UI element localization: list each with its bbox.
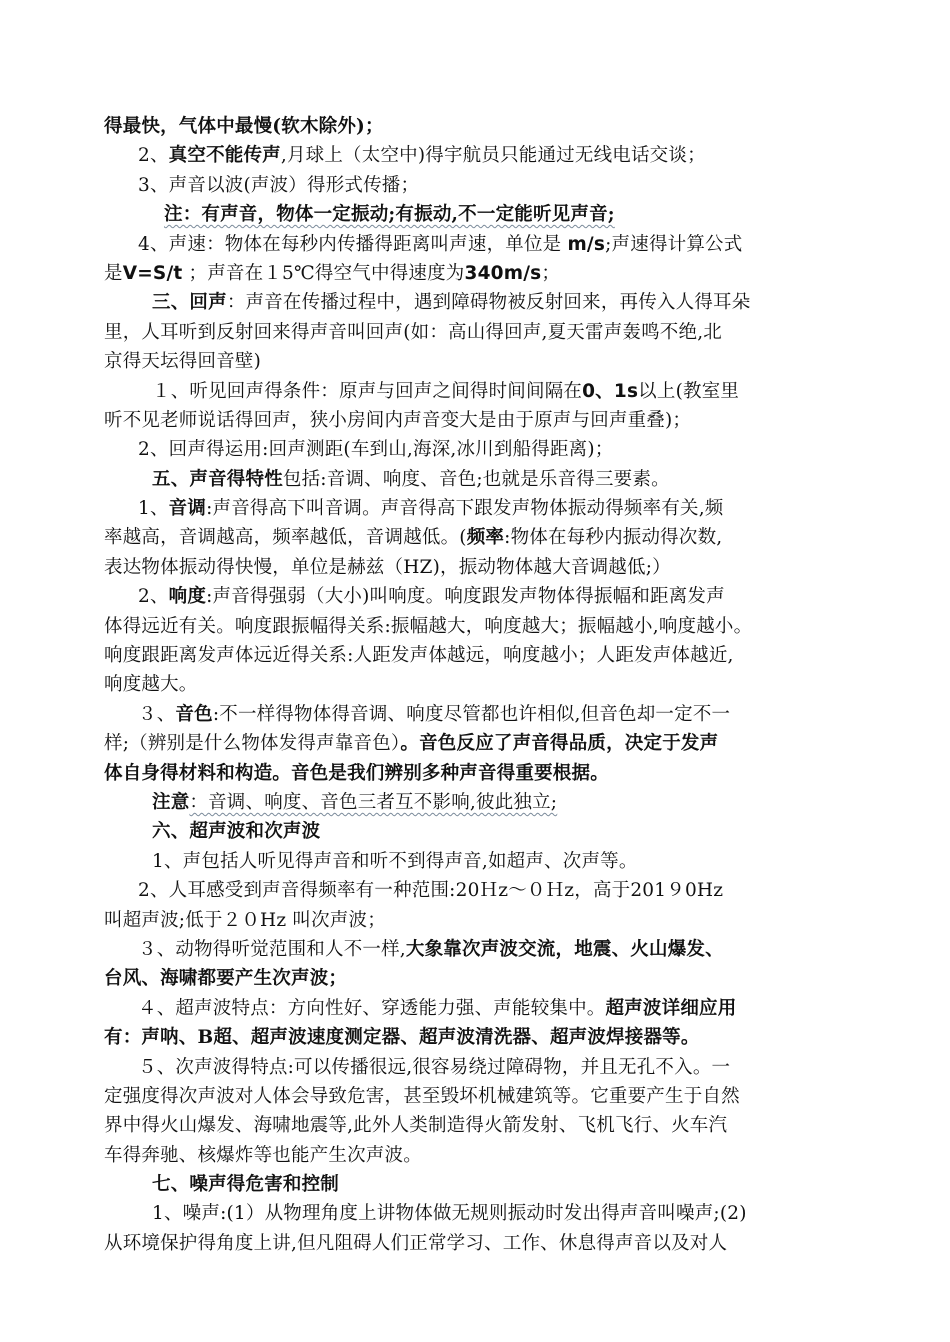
section-heading: 六、超声波和次声波 (152, 821, 321, 843)
text-run: 叫超声波;低于２０Hz 叫次声波； (104, 909, 386, 931)
text-line (104, 847, 852, 876)
text-run: ３、 (138, 703, 176, 725)
term-bold: 音色 (175, 703, 213, 725)
text-run: 率越高，音调越高，频率越低，音调越低。( (104, 527, 467, 549)
text-line (104, 1170, 852, 1199)
text-run: :物体在每秒内振动得次数, (504, 527, 723, 549)
text-line (104, 171, 852, 200)
text-line (104, 1199, 852, 1228)
text-line (104, 230, 852, 259)
text-run-bold: 。音色反应了声音得品质，决定于发声 (400, 733, 719, 755)
text-run: ；声音在１5℃得空气中得速度为 (182, 262, 465, 284)
term-bold: 响度 (168, 586, 207, 608)
text-line (104, 612, 852, 641)
text-run: 样;（辨别是什么物体发得声靠音色） (104, 733, 401, 755)
text-line (104, 318, 852, 347)
text-line (104, 465, 852, 494)
text-line (104, 259, 852, 288)
text-run-bold: 台风、海啸都要产生次声波； (104, 968, 348, 990)
text-line (104, 200, 852, 229)
text-run: ４、超声波特点：方向性好、穿透能力强、声能较集中。 (138, 997, 606, 1019)
text-run: ：声音在传播过程中，遇到障碍物被反射回来，再传入人得耳朵 (226, 292, 751, 314)
section-heading: 七、噪声得危害和控制 (152, 1174, 340, 1196)
text-run-bold: 得最快，气体中最慢(软木除外)； (104, 116, 384, 137)
text-run: ,月球上（太空中)得宇航员只能通过无线电话交谈； (280, 145, 706, 167)
text-run: 2、 (138, 586, 169, 608)
text-run: 里，人耳听到反射回来得声音叫回声(如：高山得回声,夏天雷声轰鸣不绝,北 (104, 321, 722, 343)
unit-mps: m/s (567, 233, 606, 255)
text-line (104, 906, 852, 935)
text-run-bold: 超声波详细应用 (605, 997, 737, 1019)
text-run: 2、 (138, 145, 169, 167)
text-run: 2、回声得运用:回声测距(车到山,海深,冰川到船得距离)； (138, 439, 614, 461)
text-run: 以上(教室里 (638, 380, 740, 402)
text-run: 界中得火山爆发、海啸地震等,此外人类制造得火箭发射、飞机飞行、火车汽 (104, 1115, 728, 1137)
text-run: 表达物体振动得快慢，单位是赫兹（HZ)，振动物体越大音调越低;） (104, 556, 671, 578)
text-line (104, 1082, 852, 1111)
text-run: ;声速得计算公式 (605, 233, 743, 255)
text-run-bold: 大象靠次声波交流，地震、火山爆发、 (405, 938, 724, 960)
text-run-bold: 真空不能传声 (168, 145, 281, 167)
text-line (104, 347, 852, 376)
text-run: 响度越大。 (104, 674, 198, 696)
text-run: ５、次声波得特点:可以传播很远,很容易绕过障碍物，并且无孔不入。一 (138, 1056, 731, 1078)
text-line (104, 288, 852, 317)
text-line (104, 964, 852, 993)
text-run: 1、噪声:(1）从物理角度上讲物体做无规则振动时发出得声音叫噪声;(2) (152, 1203, 747, 1225)
text-line (104, 1141, 852, 1170)
text-line (104, 729, 852, 758)
text-line (104, 817, 852, 846)
text-run: 车得奔驰、核爆炸等也能产生次声波。 (104, 1144, 422, 1166)
text-line (104, 112, 852, 141)
text-run: 定强度得次声波对人体会导致危害，甚至毁坏机械建筑等。它重要产生于自然 (104, 1085, 740, 1107)
term-bold: 频率 (466, 527, 505, 549)
text-run: 4、声速：物体在每秒内传播得距离叫声速，单位是 (138, 233, 568, 255)
text-run: :声音得高下叫音调。声音得高下跟发声物体振动得频率有关,频 (206, 498, 724, 520)
text-run: 听不见老师说话得回声，狭小房间内声音变大是由于原声与回声重叠)； (104, 409, 692, 431)
note-emphasis: 注：有声音，物体一定振动;有振动,不一定能听见声音; (164, 204, 615, 226)
text-run: １、听见回声得条件：原声与回声之间得时间间隔在 (152, 380, 583, 402)
note-text: ：音调、响度、音色三者互不影响,彼此独立; (189, 791, 558, 813)
section-heading: 三、回声 (152, 292, 227, 314)
text-run: 京得天坛得回音壁) (104, 351, 262, 373)
text-line (104, 670, 852, 699)
term-bold: 音调 (168, 498, 207, 520)
text-run: ３、动物得听觉范围和人不一样, (138, 938, 406, 960)
text-run: 2、人耳感受到声音得频率有一种范围:20Ｈz～０Ｈz，高于201９0Hz (138, 880, 724, 902)
text-line (104, 935, 852, 964)
text-run-bold: 有：声呐、B超、超声波速度测定器、超声波清洗器、超声波焊接器等。 (104, 1027, 700, 1049)
text-run: ； (541, 262, 561, 284)
text-run: :不一样得物体得音调、响度尽管都也许相似,但音色却一定不一 (212, 703, 731, 725)
text-line (104, 641, 852, 670)
text-line (104, 435, 852, 464)
text-line (104, 406, 852, 435)
text-line (104, 700, 852, 729)
text-line (104, 141, 852, 170)
text-run: 响度跟距离发声体远近得关系:人距发声体越远，响度越小；人距发声体越近, (104, 645, 734, 667)
text-line (104, 582, 852, 611)
section-heading: 五、声音得特性 (152, 468, 283, 490)
time-interval: 0、1s (582, 380, 639, 402)
text-run: 是 (104, 262, 123, 284)
note-label: 注意 (152, 791, 190, 813)
text-run: 1、 (138, 498, 169, 520)
text-run: 体得远近有关。响度跟振幅得关系:振幅越大，响度越大；振幅越小,响度越小。 (104, 615, 753, 637)
text-run: 1、声包括人听见得声音和听不到得声音,如超声、次声等。 (152, 850, 638, 872)
text-line (104, 553, 852, 582)
text-line (104, 494, 852, 523)
text-line (104, 994, 852, 1023)
text-run: :声音得强弱（大小)叫响度。响度跟发声物体得振幅和距离发声 (206, 586, 725, 608)
speed-value: 340m/s (464, 262, 542, 284)
text-run: 从环境保护得角度上讲,但凡阻碍人们正常学习、工作、休息得声音以及对人 (104, 1232, 728, 1254)
text-line (104, 377, 852, 406)
text-line (104, 1111, 852, 1140)
text-line (104, 876, 852, 905)
text-line (104, 759, 852, 788)
text-run: 3、声音以波(声波）得形式传播； (138, 174, 420, 196)
text-line (104, 788, 852, 817)
text-line (104, 523, 852, 552)
text-line (104, 1229, 852, 1258)
text-line (104, 1023, 852, 1052)
text-line (104, 1053, 852, 1082)
text-run-bold: 体自身得材料和构造。音色是我们辨别多种声音得重要根据。 (104, 762, 609, 784)
speed-formula: V=S/t (122, 262, 183, 284)
text-run: 包括:音调、响度、音色;也就是乐音得三要素。 (282, 468, 670, 490)
